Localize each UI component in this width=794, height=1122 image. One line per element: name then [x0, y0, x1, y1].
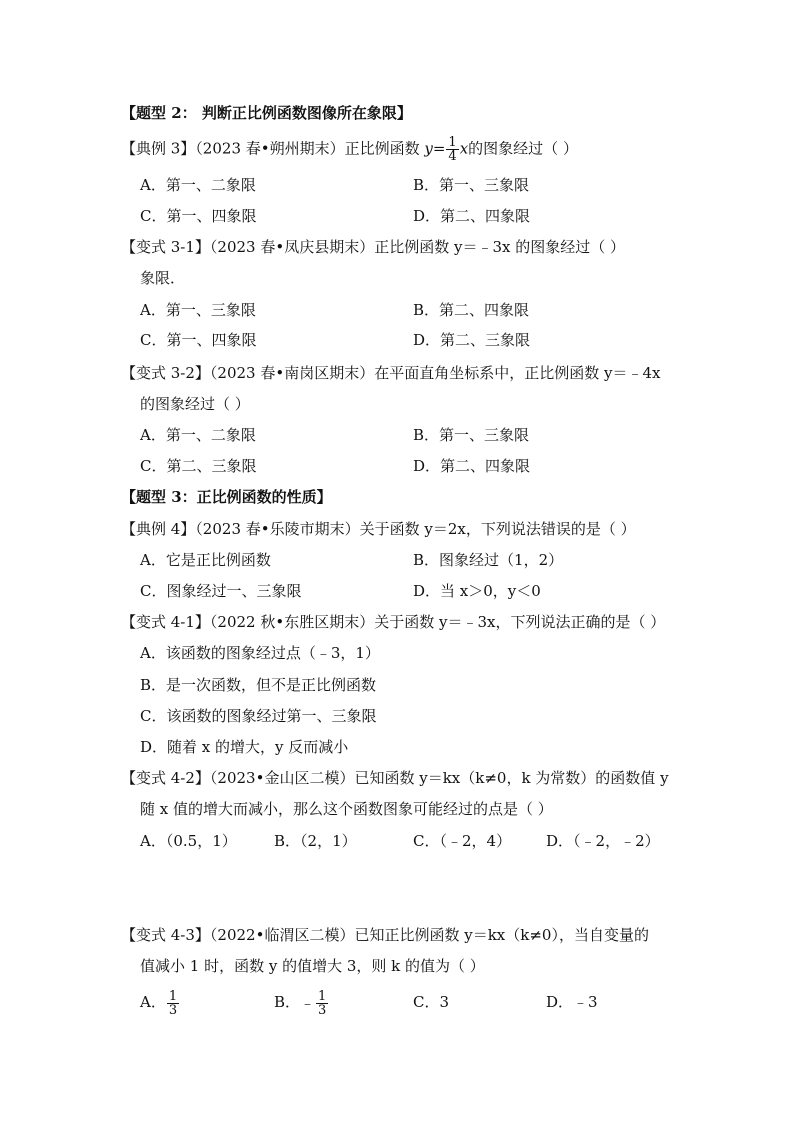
variant41-option-b: B．是一次函数，但不是正比例函数: [140, 676, 377, 694]
example3-fraction-den: 4: [448, 149, 457, 164]
variant31-heading: 【变式 3-1】（2023 春•凤庆县期末）正比例函数 y＝﹣3x 的图象经过（ ）: [121, 238, 625, 256]
variant31-continuation: 象限．: [140, 269, 186, 287]
variant43-option-b: [274, 987, 329, 1018]
variant43-option-b-sign: ﹣: [300, 994, 316, 1012]
variant43-option-c: C．3: [413, 993, 450, 1011]
variant41-option-d: D．随着 x 的增大，y 反而减小: [140, 738, 349, 756]
variant43-option-a: [140, 987, 180, 1017]
variant42-heading: 【变式 4-2】（2023•金山区二模）已知函数 y＝kx（k≠0，k 为常数）的函数值 y: [121, 769, 669, 787]
variant43-option-b-label: B．: [274, 993, 301, 1011]
example3-option-c: C．第一、四象限: [140, 207, 257, 225]
variant43-option-a-num: 1: [168, 988, 178, 1004]
example4-option-b: B．图象经过（1，2）: [413, 551, 564, 569]
example3-fraction: [446, 136, 458, 163]
example4-heading: 【典例 4】（2023 春•乐陵市期末）关于函数 y＝2x，下列说法错误的是（ ）: [121, 520, 636, 538]
variant31-option-a: A．第一、三象限: [140, 301, 256, 319]
variant43-option-d: D．﹣3: [546, 993, 598, 1011]
example3-option-b: B．第一、三象限: [413, 176, 530, 194]
variant43-option-b-fraction: [316, 990, 328, 1017]
example4-option-d: D．当 x＞0，y＜0: [413, 582, 541, 600]
variant43-option-a-den: 3: [168, 1002, 178, 1018]
variant42-option-b: B．（2，1）: [274, 832, 357, 850]
variant42-option-d: D．（﹣2，﹣2）: [546, 832, 660, 850]
section-title-type2: 【题型 2： 判断正比例函数图像所在象限】: [121, 104, 412, 122]
variant43-option-a-label: A．: [140, 993, 166, 1011]
example3-func-var: x: [459, 139, 469, 158]
variant32-option-a: A．第一、二象限: [140, 426, 256, 444]
variant41-option-a: A．该函数的图象经过点（﹣3，1）: [140, 644, 380, 662]
variant42-option-c: C．（﹣2，4）: [413, 832, 512, 850]
example3-func-lhs: y=: [424, 139, 446, 158]
variant41-heading: 【变式 4-1】（2022 秋•东胜区期末）关于函数 y＝﹣3x，下列说法正确的是（ ）: [121, 613, 666, 631]
variant31-option-c: C．第一、四象限: [140, 331, 257, 349]
variant42-option-a: A．（0.5，1）: [140, 832, 237, 850]
example3-option-a: A．第一、二象限: [140, 176, 256, 194]
section-title-type3: 【题型 3：正比例函数的性质】: [121, 488, 332, 506]
variant42-continuation: 随 x 值的增大而减小，那么这个函数图象可能经过的点是（ ）: [140, 800, 553, 818]
example3-heading-pre: 【典例 3】（2023 春•朔州期末）正比例函数: [121, 139, 425, 158]
variant32-option-c: C．第二、三象限: [140, 457, 257, 475]
variant43-continuation: 值减小 1 时，函数 y 的值增大 3，则 k 的值为（ ）: [140, 957, 485, 975]
variant32-continuation: 的图象经过（ ）: [140, 395, 250, 413]
variant31-option-d: D．第二、三象限: [413, 331, 531, 349]
example4-option-a: A．它是正比例函数: [140, 551, 271, 569]
variant41-option-c: C．该函数的图象经过第一、三象限: [140, 707, 377, 725]
variant43-option-b-num: 1: [318, 988, 327, 1004]
example4-option-c: C．图象经过一、三象限: [140, 582, 302, 600]
variant32-option-b: B．第一、三象限: [413, 426, 530, 444]
example3-fraction-num: 1: [448, 135, 457, 150]
example3-heading: [121, 136, 578, 163]
variant31-option-b: B．第二、四象限: [413, 301, 530, 319]
variant43-option-b-den: 3: [318, 1002, 327, 1018]
example3-heading-post: 的图象经过（ ）: [468, 139, 578, 158]
variant43-option-a-fraction: [167, 990, 179, 1017]
variant43-heading: 【变式 4-3】（2022•临渭区二模）已知正比例函数 y＝kx（k≠0），当自变量的: [121, 926, 649, 944]
variant32-heading: 【变式 3-2】（2023 春•南岗区期末）在平面直角坐标系中，正比例函数 y＝﹣4x: [121, 364, 661, 382]
example3-option-d: D．第二、四象限: [413, 207, 531, 225]
variant32-option-d: D．第二、四象限: [413, 457, 531, 475]
